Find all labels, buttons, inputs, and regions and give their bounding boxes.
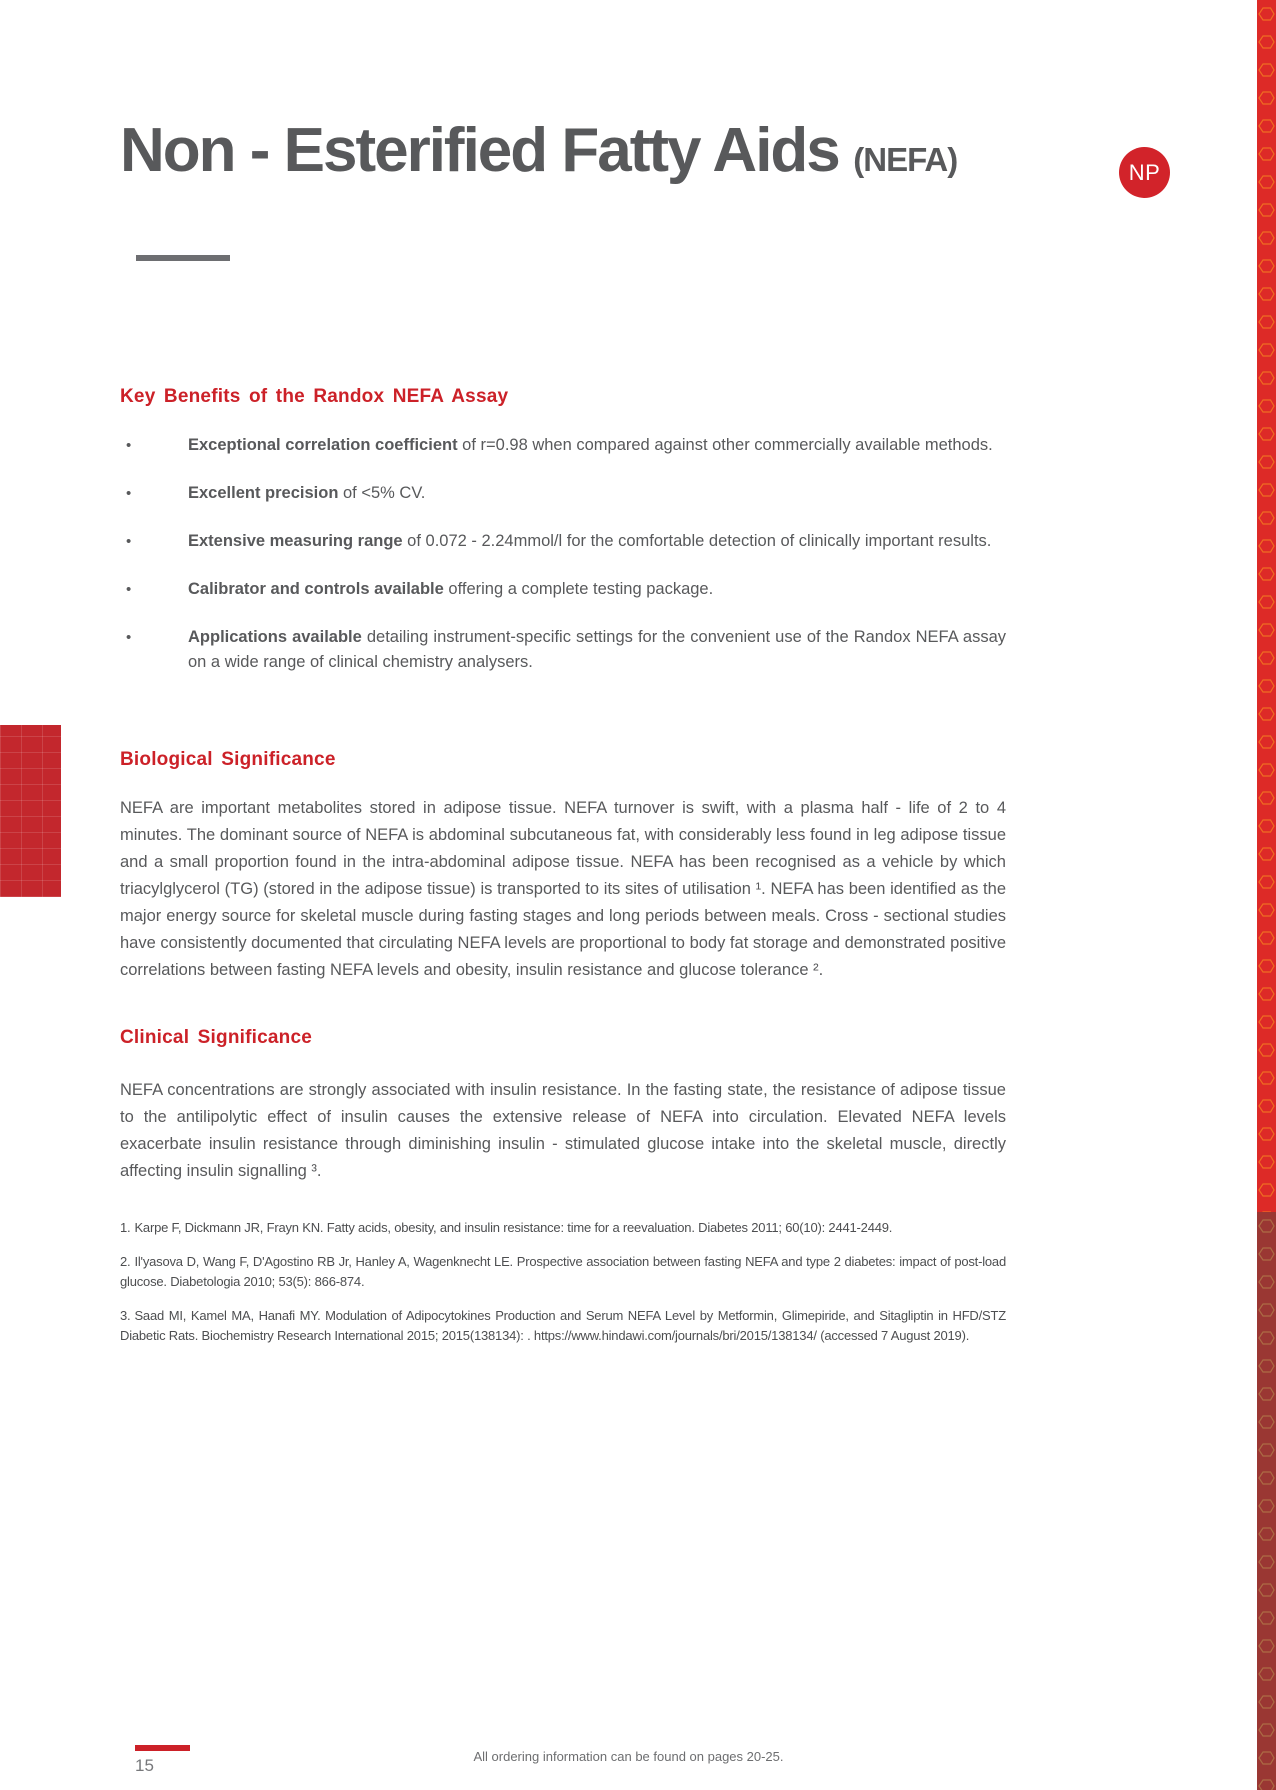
reference-item: [120, 1252, 1006, 1292]
key-benefits-list: [120, 433, 1006, 698]
page-title-abbreviation: (NEFA): [853, 141, 958, 178]
bullet-icon: •: [126, 629, 132, 646]
clinical-significance-heading: Clinical Significance: [120, 1027, 312, 1048]
benefit-text: of 0.072 - 2.24mmol/l for the comfortable detection of clinically important results.: [402, 532, 992, 550]
benefit-item: [120, 481, 1006, 506]
references-list: [120, 1218, 1006, 1360]
hexagon-strip: [1257, 0, 1276, 1790]
benefit-text: offering a complete testing package.: [443, 580, 714, 598]
reference-number: 1.: [120, 1220, 131, 1235]
benefit-lead: Extensive measuring range: [188, 532, 403, 550]
benefit-text: of r=0.98 when compared against other commercially available methods.: [457, 436, 993, 454]
benefit-lead: Excellent precision: [188, 484, 339, 502]
benefit-lead: Exceptional correlation coefficient: [188, 436, 458, 454]
np-badge-label: NP: [1128, 159, 1161, 185]
reference-number: 2.: [120, 1254, 131, 1269]
reference-number: 3.: [120, 1308, 131, 1323]
benefit-item: [120, 625, 1006, 675]
reference-text: Il'yasova D, Wang F, D'Agostino RB Jr, Hanley A, Wagenknecht LE. Prospective association between fasting NEFA and type 2 diabetes: impact of post-load glucose. Diabetologia 2010; 53(5): 866-874.: [120, 1254, 1006, 1289]
reference-item: [120, 1218, 1006, 1238]
benefit-lead: Applications available: [188, 628, 362, 646]
title-underline-bar: [136, 255, 230, 261]
reference-text: Saad MI, Kamel MA, Hanafi MY. Modulation of Adipocytokines Production and Serum NEFA Level by Metformin, Glimepiride, and Sitagliptin in HFD/STZ Diabetic Rats. Biochemistry Research International 2015; 2015(138134): . https://www.hindawi.com/journals/bri/2015/138134/ (accessed 7 August 2019).: [120, 1308, 1006, 1343]
benefit-item: [120, 529, 1006, 554]
benefit-item: [120, 577, 1006, 602]
benefit-lead: Calibrator and controls available: [188, 580, 444, 598]
bullet-icon: •: [126, 533, 132, 550]
hexagon-strip-top: [1257, 0, 1276, 1212]
footer-note: All ordering information can be found on pages 20-25.: [473, 1749, 784, 1764]
reference-item: [120, 1306, 1006, 1346]
hexagon-strip-bottom: [1257, 1212, 1276, 1790]
page-title: Non - Esterified Fatty Aids: [120, 116, 839, 185]
key-benefits-heading: Key Benefits of the Randox NEFA Assay: [120, 386, 509, 407]
benefit-text: detailing instrument-specific settings for the convenient use of the Randox NEFA assay on a wide range of clinical chemistry analysers.: [188, 628, 1006, 671]
np-badge: [1119, 147, 1170, 198]
bullet-icon: •: [126, 581, 132, 598]
benefit-item: [120, 433, 1006, 458]
bullet-icon: •: [126, 437, 132, 454]
header: [120, 116, 958, 185]
benefit-text: of <5% CV.: [338, 484, 426, 502]
biological-significance-text: NEFA are important metabolites stored in adipose tissue. NEFA turnover is swift, with a plasma half - life of 2 to 4 minutes. The dominant source of NEFA is abdominal subcutaneous fat, with considerably less found in leg adipose tissue and a small proportion found in the intra-abdominal adipose tissue. NEFA has been recognised as a vehicle by which triacylglycerol (TG) (stored in the adipose tissue) is transported to its sites of utilisation ¹. NEFA has been identified as the major energy source for skeletal muscle during fasting stages and long periods between meals. Cross - sectional studies have consistently documented that circulating NEFA levels are proportional to body fat storage and demonstrated positive correlations between fasting NEFA levels and obesity, insulin resistance and glucose tolerance ².: [120, 799, 1007, 979]
reference-text: Karpe F, Dickmann JR, Frayn KN. Fatty acids, obesity, and insulin resistance: time for a reevaluation. Diabetes 2011; 60(10): 2441-2449.: [134, 1220, 893, 1235]
red-grid-block: [0, 725, 61, 897]
biological-significance-heading: Biological Significance: [120, 749, 336, 770]
clinical-significance-text: NEFA concentrations are strongly associated with insulin resistance. In the fasting state, the resistance of adipose tissue to the antilipolytic effect of insulin causes the extensive release of NEFA into circulation. Elevated NEFA levels exacerbate insulin resistance through diminishing insulin - stimulated glucose intake into the skeletal muscle, directly affecting insulin signalling ³.: [120, 1081, 1006, 1180]
page-number: 15: [135, 1756, 154, 1775]
bullet-icon: •: [126, 485, 132, 502]
